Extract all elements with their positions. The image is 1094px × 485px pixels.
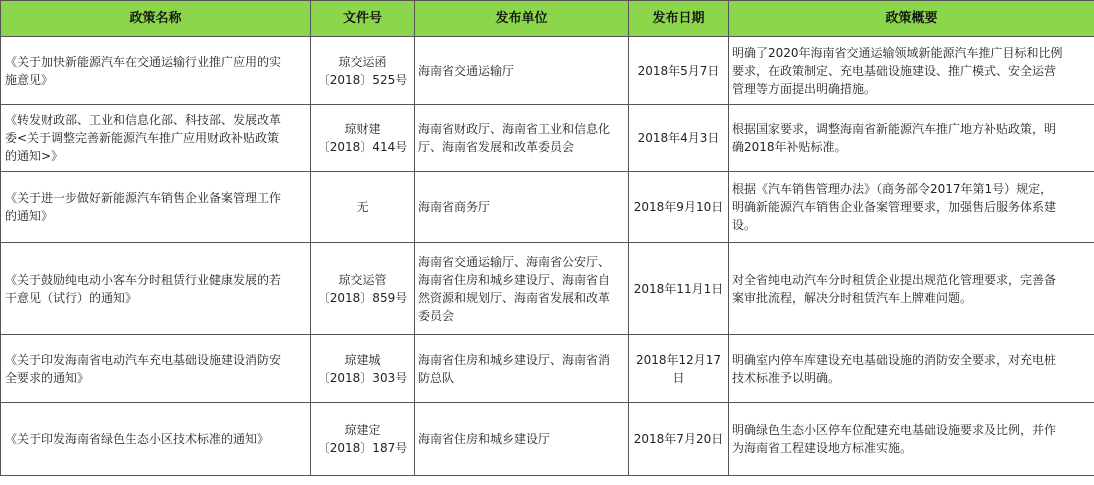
table-row — [1, 37, 1094, 105]
summary-line: 管理等方面提出明确措施。 — [732, 81, 877, 96]
policy-name-cell — [1, 37, 311, 105]
issue-date-cell: 2018年9月10日 — [629, 172, 729, 243]
table-row — [1, 243, 1094, 335]
header-policy-name: 政策名称 — [1, 1, 311, 37]
issuing-unit-cell — [415, 37, 629, 105]
document-number-cell — [311, 335, 415, 403]
document-number-cell — [311, 37, 415, 105]
policy-name-line: 干意见（试行）的通知》 — [5, 290, 138, 305]
policy-name-cell — [1, 172, 311, 243]
issue-date-cell: 2018年5月7日 — [629, 37, 729, 105]
issuing-unit-cell — [415, 335, 629, 403]
document-number-line: 琼建城 — [344, 352, 381, 367]
header-issue-date: 发布日期 — [629, 1, 729, 37]
table-row — [1, 105, 1094, 172]
issue-date-cell: 2018年12月17日 — [629, 335, 729, 403]
issuing-unit-line: 海南省住房和城乡建设厅 — [418, 432, 551, 446]
issuing-unit-line: 厅、海南省发展和改革委员会 — [418, 140, 575, 154]
summary-line: 根据国家要求，调整海南省新能源汽车推广地方补贴政策，明 — [732, 122, 1057, 136]
policy-name-cell — [1, 335, 311, 403]
issue-date-cell: 2018年7月20日 — [629, 403, 729, 476]
issuing-unit-line: 海南省财政厅、海南省工业和信息化 — [418, 122, 611, 136]
policy-summary-cell — [729, 172, 1094, 243]
policy-name-line: 《关于印发海南省绿色生态小区技术标准的通知》 — [5, 432, 270, 446]
issuing-unit-cell — [415, 243, 629, 335]
policy-name-line: 的通知>》 — [5, 149, 64, 163]
header-policy-summary: 政策概要 — [729, 1, 1094, 37]
policy-name-line: 施意见》 — [5, 72, 54, 87]
policy-name-cell — [1, 403, 311, 476]
issuing-unit-line: 防总队 — [418, 370, 455, 385]
policy-name-line: 《转发财政部、工业和信息化部、科技部、发展改革 — [5, 113, 282, 127]
document-number-line: 无 — [356, 200, 369, 214]
document-number-line: 琼建定 — [344, 423, 381, 437]
document-number-line: 〔2018〕187号 — [317, 441, 408, 455]
document-number-line: 〔2018〕859号 — [317, 290, 408, 305]
policy-summary-cell — [729, 105, 1094, 172]
policy-name-line: 委<关于调整完善新能源汽车推广应用财政补贴政策 — [5, 131, 280, 145]
issue-date-cell: 2018年11月1日 — [629, 243, 729, 335]
summary-line: 技术标准予以明确。 — [732, 370, 841, 385]
summary-line: 要求，在政策制定、充电基础设施建设、推广模式、安全运营 — [732, 63, 1057, 78]
policy-summary-cell — [729, 37, 1094, 105]
issuing-unit-line: 海南省交通运输厅、海南省公安厅、 — [418, 254, 611, 269]
summary-line: 设。 — [732, 218, 757, 232]
header-document-number: 文件号 — [311, 1, 415, 37]
policy-name-cell — [1, 105, 311, 172]
summary-line: 对全省纯电动汽车分时租赁企业提出规范化管理要求，完善备 — [732, 272, 1057, 287]
policy-summary-cell — [729, 243, 1094, 335]
policy-name-line: 的通知》 — [5, 209, 54, 223]
summary-line: 根据《汽车销售管理办法》（商务部令2017年第1号）规定， — [732, 182, 1053, 196]
summary-line: 明确绿色生态小区停车位配建充电基础设施要求及比例，并作 — [732, 423, 1057, 437]
policy-name-line: 《关于加快新能源汽车在交通运输行业推广应用的实 — [5, 54, 282, 69]
table-row — [1, 172, 1094, 243]
table-header-row — [1, 1, 1094, 37]
policy-name-line: 《关于进一步做好新能源汽车销售企业备案管理工作 — [5, 191, 282, 205]
issuing-unit-cell — [415, 105, 629, 172]
issuing-unit-line: 海南省交通运输厅 — [418, 63, 515, 78]
issuing-unit-line: 海南省住房和城乡建设厅、海南省消 — [418, 352, 611, 367]
document-number-cell — [311, 105, 415, 172]
summary-line: 明确了2020年海南省交通运输领域新能源汽车推广目标和比例 — [732, 45, 1063, 60]
summary-line: 确2018年补贴标准。 — [732, 140, 847, 154]
summary-line: 案审批流程，解决分时租赁汽车上牌难问题。 — [732, 290, 973, 305]
policy-summary-cell — [729, 335, 1094, 403]
policy-name-line: 《关于鼓励纯电动小客车分时租赁行业健康发展的若 — [5, 272, 282, 287]
document-number-cell — [311, 172, 415, 243]
document-number-line: 〔2018〕525号 — [317, 72, 408, 87]
issuing-unit-cell — [415, 403, 629, 476]
summary-line: 明确新能源汽车销售企业备案管理要求，加强售后服务体系建 — [732, 200, 1057, 214]
issuing-unit-line: 然资源和规划厅、海南省发展和改革 — [418, 290, 611, 305]
document-number-cell — [311, 403, 415, 476]
policy-summary-cell — [729, 403, 1094, 476]
document-number-line: 〔2018〕303号 — [317, 370, 408, 385]
summary-line: 为海南省工程建设地方标准实施。 — [732, 441, 913, 455]
issuing-unit-line: 海南省商务厅 — [418, 200, 491, 214]
document-number-line: 〔2018〕414号 — [317, 140, 408, 154]
table-row — [1, 335, 1094, 403]
policy-name-line: 全要求的通知》 — [5, 370, 90, 385]
issuing-unit-line: 海南省住房和城乡建设厅、海南省自 — [418, 272, 611, 287]
issue-date-cell: 2018年4月3日 — [629, 105, 729, 172]
header-issuing-unit: 发布单位 — [415, 1, 629, 37]
summary-line: 明确室内停车库建设充电基础设施的消防安全要求，对充电桩 — [732, 352, 1057, 367]
document-number-line: 琼财建 — [344, 122, 381, 136]
document-number-line: 琼交运函 — [338, 54, 387, 69]
policy-name-line: 《关于印发海南省电动汽车充电基础设施建设消防安 — [5, 352, 282, 367]
issuing-unit-cell — [415, 172, 629, 243]
issuing-unit-line: 委员会 — [418, 308, 455, 323]
document-number-line: 琼交运管 — [338, 272, 387, 287]
table-row — [1, 403, 1094, 476]
policy-name-cell — [1, 243, 311, 335]
document-number-cell — [311, 243, 415, 335]
